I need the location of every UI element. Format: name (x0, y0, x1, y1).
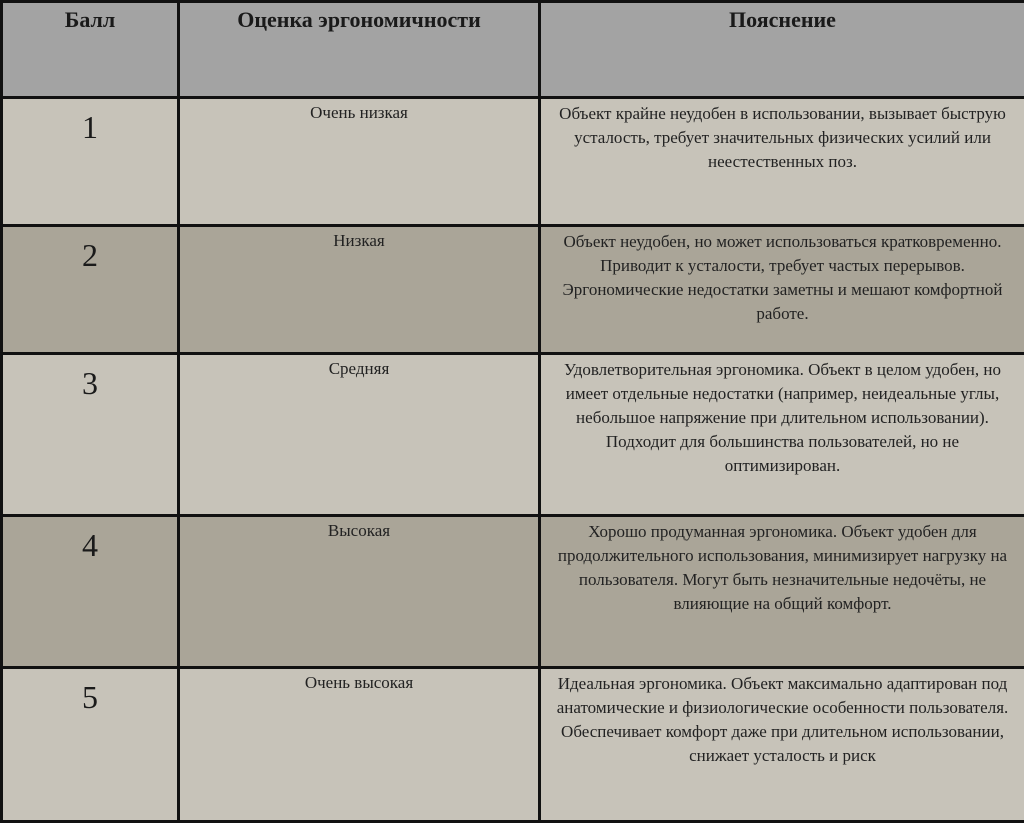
note-cell: Идеальная эргономика. Объект максимально адаптирован под анатомические и физиологические особенности пользователя. Обеспечивает комфорт даже при длительном использовании, снижает усталость и риск (540, 668, 1024, 822)
score-cell: 3 (2, 354, 179, 516)
table-row (2, 226, 1024, 354)
table-row (2, 516, 1024, 668)
score-cell: 1 (2, 98, 179, 226)
rating-cell: Средняя (179, 354, 540, 516)
note-cell: Объект крайне неудобен в использовании, вызывает быструю усталость, требует значительных физических усилий или неестественных поз. (540, 98, 1024, 226)
header-score: Балл (2, 2, 179, 98)
note-cell: Хорошо продуманная эргономика. Объект удобен для продолжительного использования, минимизирует нагрузку на пользователя. Могут быть незначительные недочёты, не влияющие на общий комфорт. (540, 516, 1024, 668)
table-row (2, 98, 1024, 226)
table-row (2, 354, 1024, 516)
note-cell: Объект неудобен, но может использоваться кратковременно. Приводит к усталости, требует частых перерывов. Эргономические недостатки заметны и мешают комфортной работе. (540, 226, 1024, 354)
table-row (2, 668, 1024, 822)
score-cell: 2 (2, 226, 179, 354)
header-note: Пояснение (540, 2, 1024, 98)
score-cell: 5 (2, 668, 179, 822)
note-cell: Удовлетворительная эргономика. Объект в целом удобен, но имеет отдельные недостатки (например, неидеальные углы, небольшое напряжение при длительном использовании). Подходит для большинства пользователей, но не оптимизирован. (540, 354, 1024, 516)
header-row (2, 2, 1024, 98)
score-cell: 4 (2, 516, 179, 668)
rating-cell: Высокая (179, 516, 540, 668)
rating-cell: Очень низкая (179, 98, 540, 226)
rating-cell: Очень высокая (179, 668, 540, 822)
header-rating: Оценка эргономичности (179, 2, 540, 98)
rating-cell: Низкая (179, 226, 540, 354)
